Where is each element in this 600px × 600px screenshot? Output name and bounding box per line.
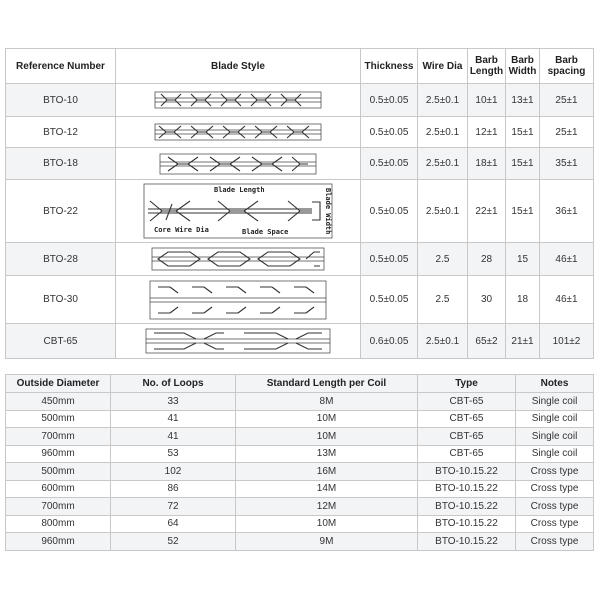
barb-width-cell: 15±1 <box>506 180 540 243</box>
blade-bto28-drawing <box>150 245 326 273</box>
wire-dia-cell: 2.5±0.1 <box>418 84 468 117</box>
barb-width-cell: 15±1 <box>506 148 540 180</box>
type-cell: CBT-65 <box>418 410 516 428</box>
length-cell: 12M <box>236 498 418 516</box>
header-standard-length: Standard Length per Coil <box>236 375 418 393</box>
barb-spacing-cell: 46±1 <box>540 276 594 324</box>
loops-cell: 33 <box>111 393 236 411</box>
blade-bto22-diagram <box>142 182 334 240</box>
loops-cell: 102 <box>111 463 236 481</box>
notes-cell: Single coil <box>516 428 594 446</box>
barb-width-cell: 21±1 <box>506 324 540 359</box>
table-row <box>6 428 594 446</box>
type-cell: BTO-10.15.22 <box>418 463 516 481</box>
barb-width-cell: 13±1 <box>506 84 540 117</box>
outside-diameter-cell: 600mm <box>6 480 111 498</box>
blade-style-cell <box>116 243 361 276</box>
type-cell: BTO-10.15.22 <box>418 515 516 533</box>
blade-length-label: Blade Length <box>214 186 265 194</box>
barb-spacing-cell: 101±2 <box>540 324 594 359</box>
specification-table <box>5 48 594 359</box>
table-row <box>6 84 594 117</box>
notes-cell: Single coil <box>516 445 594 463</box>
barb-length-cell: 18±1 <box>468 148 506 180</box>
type-cell: BTO-10.15.22 <box>418 498 516 516</box>
wire-dia-cell: 2.5±0.1 <box>418 324 468 359</box>
length-cell: 10M <box>236 515 418 533</box>
blade-bto10-drawing <box>153 87 323 113</box>
notes-cell: Cross type <box>516 498 594 516</box>
table-row <box>6 533 594 551</box>
notes-cell: Cross type <box>516 533 594 551</box>
blade-style-cell <box>116 84 361 117</box>
outside-diameter-cell: 500mm <box>6 463 111 481</box>
table-row <box>6 393 594 411</box>
blade-style-cell <box>116 276 361 324</box>
reference-cell: BTO-28 <box>6 243 116 276</box>
length-cell: 14M <box>236 480 418 498</box>
outside-diameter-cell: 960mm <box>6 445 111 463</box>
blade-style-cell <box>116 180 361 243</box>
table-row <box>6 463 594 481</box>
barb-spacing-cell: 36±1 <box>540 180 594 243</box>
barb-length-cell: 22±1 <box>468 180 506 243</box>
reference-cell: BTO-10 <box>6 84 116 117</box>
outside-diameter-cell: 450mm <box>6 393 111 411</box>
loops-cell: 52 <box>111 533 236 551</box>
outside-diameter-cell: 700mm <box>6 498 111 516</box>
notes-cell: Single coil <box>516 393 594 411</box>
barb-spacing-cell: 25±1 <box>540 117 594 148</box>
coil-header-row <box>6 375 594 393</box>
coil-table-body <box>6 393 594 551</box>
blade-bto18-drawing <box>158 151 318 177</box>
length-cell: 10M <box>236 428 418 446</box>
table-row <box>6 498 594 516</box>
wire-dia-cell: 2.5±0.1 <box>418 180 468 243</box>
blade-cbt65-drawing <box>144 326 332 356</box>
wire-dia-cell: 2.5±0.1 <box>418 148 468 180</box>
barb-spacing-cell: 46±1 <box>540 243 594 276</box>
notes-cell: Cross type <box>516 515 594 533</box>
type-cell: BTO-10.15.22 <box>418 533 516 551</box>
barb-spacing-cell: 25±1 <box>540 84 594 117</box>
type-cell: BTO-10.15.22 <box>418 480 516 498</box>
barb-width-cell: 15±1 <box>506 117 540 148</box>
header-outside-diameter: Outside Diameter <box>6 375 111 393</box>
table-row <box>6 148 594 180</box>
header-blade-style: Blade Style <box>116 49 361 84</box>
wire-dia-cell: 2.5 <box>418 243 468 276</box>
header-type: Type <box>418 375 516 393</box>
table-row <box>6 180 594 243</box>
wire-dia-cell: 2.5±0.1 <box>418 117 468 148</box>
table-row <box>6 410 594 428</box>
table-row <box>6 117 594 148</box>
loops-cell: 41 <box>111 428 236 446</box>
blade-width-label: Blade Width <box>324 188 332 235</box>
header-notes: Notes <box>516 375 594 393</box>
length-cell: 13M <box>236 445 418 463</box>
barb-spacing-cell: 35±1 <box>540 148 594 180</box>
core-wire-dia-label: Core Wire Dia <box>154 226 209 234</box>
blade-style-cell <box>116 117 361 148</box>
thickness-cell: 0.5±0.05 <box>361 180 418 243</box>
notes-cell: Single coil <box>516 410 594 428</box>
thickness-cell: 0.5±0.05 <box>361 148 418 180</box>
length-cell: 16M <box>236 463 418 481</box>
barb-width-cell: 18 <box>506 276 540 324</box>
reference-cell: BTO-18 <box>6 148 116 180</box>
header-wire-dia: Wire Dia <box>418 49 468 84</box>
barb-length-cell: 28 <box>468 243 506 276</box>
notes-cell: Cross type <box>516 480 594 498</box>
reference-cell: CBT-65 <box>6 324 116 359</box>
barb-length-cell: 65±2 <box>468 324 506 359</box>
barb-length-cell: 12±1 <box>468 117 506 148</box>
loops-cell: 86 <box>111 480 236 498</box>
notes-cell: Cross type <box>516 463 594 481</box>
wire-dia-cell: 2.5 <box>418 276 468 324</box>
coil-table <box>5 374 594 551</box>
table-row <box>6 276 594 324</box>
outside-diameter-cell: 960mm <box>6 533 111 551</box>
thickness-cell: 0.5±0.05 <box>361 117 418 148</box>
blade-style-cell <box>116 148 361 180</box>
thickness-cell: 0.5±0.05 <box>361 84 418 117</box>
header-barb-width: Barb Width <box>506 49 540 84</box>
length-cell: 9M <box>236 533 418 551</box>
length-cell: 10M <box>236 410 418 428</box>
blade-space-label: Blade Space <box>242 228 289 236</box>
table-row <box>6 480 594 498</box>
spec-header-row <box>6 49 594 84</box>
loops-cell: 53 <box>111 445 236 463</box>
table-row <box>6 324 594 359</box>
thickness-cell: 0.5±0.05 <box>361 276 418 324</box>
type-cell: CBT-65 <box>418 445 516 463</box>
thickness-cell: 0.6±0.05 <box>361 324 418 359</box>
thickness-cell: 0.5±0.05 <box>361 243 418 276</box>
table-row <box>6 515 594 533</box>
barb-width-cell: 15 <box>506 243 540 276</box>
header-barb-length: Barb Length <box>468 49 506 84</box>
blade-style-cell <box>116 324 361 359</box>
barb-length-cell: 10±1 <box>468 84 506 117</box>
type-cell: CBT-65 <box>418 428 516 446</box>
header-barb-spacing: Barb spacing <box>540 49 594 84</box>
header-reference-number: Reference Number <box>6 49 116 84</box>
header-thickness: Thickness <box>361 49 418 84</box>
loops-cell: 72 <box>111 498 236 516</box>
barb-length-cell: 30 <box>468 276 506 324</box>
length-cell: 8M <box>236 393 418 411</box>
reference-cell: BTO-12 <box>6 117 116 148</box>
blade-bto30-drawing <box>148 279 328 321</box>
outside-diameter-cell: 700mm <box>6 428 111 446</box>
reference-cell: BTO-30 <box>6 276 116 324</box>
table-row <box>6 445 594 463</box>
blade-bto12-drawing <box>153 120 323 144</box>
table-row <box>6 243 594 276</box>
outside-diameter-cell: 800mm <box>6 515 111 533</box>
loops-cell: 64 <box>111 515 236 533</box>
outside-diameter-cell: 500mm <box>6 410 111 428</box>
type-cell: CBT-65 <box>418 393 516 411</box>
loops-cell: 41 <box>111 410 236 428</box>
reference-cell: BTO-22 <box>6 180 116 243</box>
header-no-of-loops: No. of Loops <box>111 375 236 393</box>
